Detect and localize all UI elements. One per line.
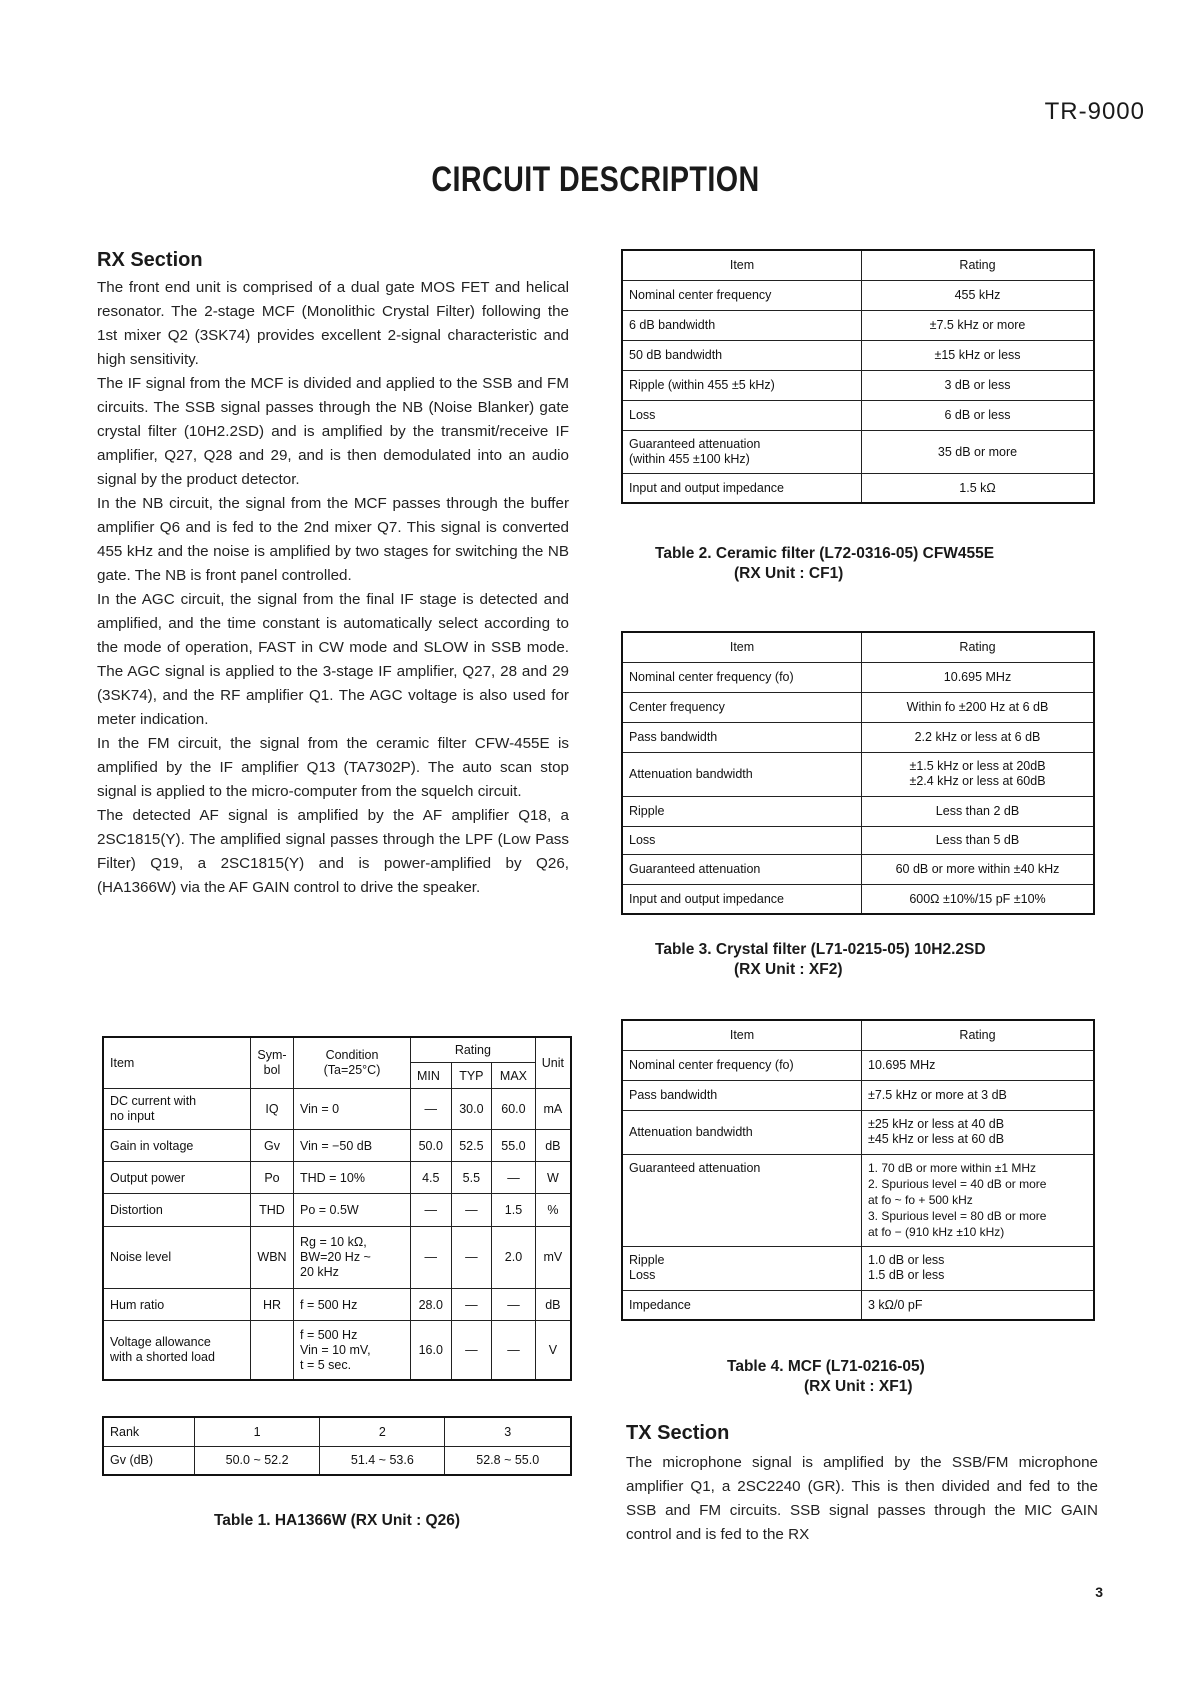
col-header-rating: Rating — [862, 1020, 1095, 1050]
table-row — [622, 722, 1094, 752]
cell-item: Output power — [103, 1162, 251, 1194]
cell-max: 60.0 — [492, 1089, 536, 1130]
table-row — [103, 1321, 571, 1380]
col-header-symbol: Sym- bol — [251, 1037, 294, 1089]
cell-condition: THD = 10% — [294, 1162, 411, 1194]
cell-symbol: WBN — [251, 1226, 294, 1288]
cell-unit: W — [535, 1162, 571, 1194]
cell-rating: 3 kΩ/0 pF — [862, 1290, 1095, 1320]
rx-paragraph: In the AGC circuit, the signal from the final IF stage is detected and amplified, and the time constant is automatically select according to the mode of operation, FAST in CW mode and SLOW in SSB mode. The AGC signal is applied to the 3-stage IF amplifier, Q27, 28 and 29 (3SK74), and the RF amplifier Q1. The AGC voltage is also used for meter indication. — [97, 591, 569, 728]
cell-typ: 52.5 — [451, 1129, 492, 1161]
table-row — [622, 340, 1094, 370]
cell-min: 16.0 — [411, 1321, 452, 1380]
cell-rating: 1.5 kΩ — [862, 473, 1095, 503]
table4-caption-unit: (RX Unit : XF1) — [804, 1378, 913, 1395]
col-header-item: Item — [622, 250, 862, 280]
table2-caption-unit: (RX Unit : CF1) — [734, 565, 844, 582]
page-title: CIRCUIT DESCRIPTION — [431, 160, 760, 199]
cell-rating: Within fo ±200 Hz at 6 dB — [862, 692, 1095, 722]
table-row — [622, 884, 1094, 914]
cell-rating: ±7.5 kHz or more at 3 dB — [862, 1080, 1095, 1110]
model-number: TR-9000 — [1044, 98, 1145, 125]
cell-item: Input and output impedance — [622, 884, 862, 914]
cell-item: Loss — [622, 826, 862, 854]
table-row — [103, 1289, 571, 1321]
table-row — [622, 796, 1094, 826]
cell-item: Loss — [622, 400, 862, 430]
cell-max: — — [492, 1289, 536, 1321]
cell-unit: dB — [535, 1129, 571, 1161]
col-header-item: Item — [103, 1037, 251, 1089]
table-row — [622, 370, 1094, 400]
cell-symbol: HR — [251, 1289, 294, 1321]
table4-caption: Table 4. MCF (L71-0216-05) — [727, 1358, 925, 1375]
cell-rating: 10.695 MHz — [862, 662, 1095, 692]
cell-item: Ripple Loss — [622, 1246, 862, 1290]
cell-item: Nominal center frequency — [622, 280, 862, 310]
rx-section-heading: RX Section — [97, 249, 203, 271]
rank-table — [102, 1416, 572, 1476]
rx-paragraph: In the NB circuit, the signal from the MCF passes through the buffer amplifier Q6 and is fed to the 2nd mixer Q7. This signal is converted 455 kHz and the noise is amplified by two stages for switching the NB gate. The NB is front panel controlled. — [97, 495, 569, 584]
cell-item: Guaranteed attenuation — [622, 1154, 862, 1246]
col-header-item: Item — [622, 632, 862, 662]
col-header-min: MIN — [411, 1063, 452, 1089]
cell-rating: Less than 5 dB — [862, 826, 1095, 854]
table-row — [103, 1194, 571, 1226]
rx-section-body — [97, 276, 569, 900]
cell-item: Noise level — [103, 1226, 251, 1288]
table3-caption: Table 3. Crystal filter (L71-0215-05) 10H2.2SD — [655, 941, 986, 958]
cell-item: DC current with no input — [103, 1089, 251, 1130]
cell-min: — — [411, 1194, 452, 1226]
cell-rating: 35 dB or more — [862, 430, 1095, 473]
cell-max: 2.0 — [492, 1226, 536, 1288]
table-row — [622, 1290, 1094, 1320]
cell-typ: 5.5 — [451, 1162, 492, 1194]
cell-condition: Rg = 10 kΩ, BW=20 Hz ~ 20 kHz — [294, 1226, 411, 1288]
mcf-table — [621, 1019, 1095, 1321]
cell-item: Hum ratio — [103, 1289, 251, 1321]
table-row — [622, 662, 1094, 692]
cell-item: Attenuation bandwidth — [622, 752, 862, 796]
cell-item: Nominal center frequency (fo) — [622, 662, 862, 692]
table-row — [622, 1154, 1094, 1246]
rank-value: 52.8 ~ 55.0 — [445, 1446, 571, 1475]
cell-item: 6 dB bandwidth — [622, 310, 862, 340]
col-header-max: MAX — [492, 1063, 536, 1089]
table1-caption: Table 1. HA1366W (RX Unit : Q26) — [213, 1512, 461, 1529]
table-row — [103, 1226, 571, 1288]
table-row — [622, 280, 1094, 310]
cell-min: 50.0 — [411, 1129, 452, 1161]
crystal-filter-table — [621, 631, 1095, 915]
col-header-rating: Rating — [862, 632, 1095, 662]
cell-typ: — — [451, 1289, 492, 1321]
cell-item: Input and output impedance — [622, 473, 862, 503]
cell-symbol: THD — [251, 1194, 294, 1226]
cell-rating: 600Ω ±10%/15 pF ±10% — [862, 884, 1095, 914]
col-header-unit: Unit — [535, 1037, 571, 1089]
table-row — [103, 1162, 571, 1194]
col-header-condition: Condition (Ta=25°C) — [294, 1037, 411, 1089]
cell-min: 4.5 — [411, 1162, 452, 1194]
table2-caption: Table 2. Ceramic filter (L72-0316-05) CFW455E — [655, 545, 995, 562]
table-row — [622, 752, 1094, 796]
cell-max: — — [492, 1162, 536, 1194]
cell-item: 50 dB bandwidth — [622, 340, 862, 370]
cell-rating: 6 dB or less — [862, 400, 1095, 430]
cell-rating: 60 dB or more within ±40 kHz — [862, 854, 1095, 884]
table-row — [103, 1089, 571, 1130]
cell-condition: f = 500 Hz — [294, 1289, 411, 1321]
rank-col: 3 — [445, 1417, 571, 1446]
rx-paragraph: The front end unit is comprised of a dual gate MOS FET and helical resonator. The 2-stage MCF (Monolithic Crystal Filter) following the 1st mixer Q2 (3SK74) provides excellent 2-signal characteristic and high sensitivity. — [97, 279, 569, 368]
amplifier-spec-table — [102, 1036, 572, 1381]
cell-typ: — — [451, 1194, 492, 1226]
cell-unit: % — [535, 1194, 571, 1226]
table3-caption-unit: (RX Unit : XF2) — [734, 961, 843, 978]
col-header-rating: Rating — [411, 1037, 536, 1063]
cell-condition: Vin = −50 dB — [294, 1129, 411, 1161]
table-row — [622, 310, 1094, 340]
cell-item: Pass bandwidth — [622, 722, 862, 752]
table-row — [622, 1246, 1094, 1290]
cell-rating: 3 dB or less — [862, 370, 1095, 400]
cell-rating: ±7.5 kHz or more — [862, 310, 1095, 340]
cell-symbol — [251, 1321, 294, 1380]
ceramic-filter-table — [621, 249, 1095, 504]
cell-max: — — [492, 1321, 536, 1380]
cell-min: — — [411, 1089, 452, 1130]
cell-typ: — — [451, 1226, 492, 1288]
cell-item: Attenuation bandwidth — [622, 1110, 862, 1154]
rank-value: 50.0 ~ 52.2 — [195, 1446, 320, 1475]
cell-item: Voltage allowance with a shorted load — [103, 1321, 251, 1380]
cell-item: Gain in voltage — [103, 1129, 251, 1161]
cell-symbol: Po — [251, 1162, 294, 1194]
cell-rating: ±1.5 kHz or less at 20dB ±2.4 kHz or less at 60dB — [862, 752, 1095, 796]
rank-row-label: Gv (dB) — [103, 1446, 195, 1475]
cell-item: Distortion — [103, 1194, 251, 1226]
tx-section-body: The microphone signal is amplified by the SSB/FM microphone amplifier Q1, a 2SC2240 (GR). This is then divided and fed to the SSB and FM circuits. SSB signal passes through the MIC GAIN control and is fed to the RX — [626, 1454, 1098, 1543]
col-header-item: Item — [622, 1020, 862, 1050]
cell-rating: Less than 2 dB — [862, 796, 1095, 826]
cell-item: Pass bandwidth — [622, 1080, 862, 1110]
tx-section-heading: TX Section — [626, 1422, 730, 1444]
cell-min: 28.0 — [411, 1289, 452, 1321]
cell-item: Ripple — [622, 796, 862, 826]
cell-max: 1.5 — [492, 1194, 536, 1226]
col-header-rating: Rating — [862, 250, 1095, 280]
cell-item: Guaranteed attenuation — [622, 854, 862, 884]
table-row — [622, 430, 1094, 473]
cell-rating: 10.695 MHz — [862, 1050, 1095, 1080]
cell-unit: V — [535, 1321, 571, 1380]
table-row — [622, 826, 1094, 854]
table-row — [622, 473, 1094, 503]
table-row — [622, 854, 1094, 884]
cell-rating: 455 kHz — [862, 280, 1095, 310]
table-row — [622, 1050, 1094, 1080]
cell-item: Impedance — [622, 1290, 862, 1320]
cell-item: Guaranteed attenuation (within 455 ±100 kHz) — [622, 430, 862, 473]
cell-condition: f = 500 Hz Vin = 10 mV, t = 5 sec. — [294, 1321, 411, 1380]
cell-rating: ±15 kHz or less — [862, 340, 1095, 370]
cell-condition: Vin = 0 — [294, 1089, 411, 1130]
table-row — [622, 692, 1094, 722]
rank-col: 1 — [195, 1417, 320, 1446]
cell-typ: 30.0 — [451, 1089, 492, 1130]
cell-item: Ripple (within 455 ±5 kHz) — [622, 370, 862, 400]
cell-rating: 1.0 dB or less 1.5 dB or less — [862, 1246, 1095, 1290]
page-number: 3 — [1095, 1584, 1103, 1600]
cell-rating: 1. 70 dB or more within ±1 MHz 2. Spurious level = 40 dB or more at fo ~ fo + 500 kHz 3. Spurious level = 80 dB or more at fo − (910 kHz ±10 kHz) — [862, 1154, 1095, 1246]
rank-col: 2 — [320, 1417, 445, 1446]
table-row — [622, 1110, 1094, 1154]
cell-typ: — — [451, 1321, 492, 1380]
cell-max: 55.0 — [492, 1129, 536, 1161]
rank-label: Rank — [103, 1417, 195, 1446]
table-row — [622, 400, 1094, 430]
cell-rating: 2.2 kHz or less at 6 dB — [862, 722, 1095, 752]
cell-condition: Po = 0.5W — [294, 1194, 411, 1226]
rx-paragraph: In the FM circuit, the signal from the ceramic filter CFW-455E is amplified by the IF amplifier Q13 (TA7302P). The auto scan stop signal is applied to the micro-computer from the squelch circuit. — [97, 735, 569, 800]
cell-unit: dB — [535, 1289, 571, 1321]
cell-symbol: IQ — [251, 1089, 294, 1130]
cell-symbol: Gv — [251, 1129, 294, 1161]
cell-item: Nominal center frequency (fo) — [622, 1050, 862, 1080]
cell-rating: ±25 kHz or less at 40 dB ±45 kHz or less at 60 dB — [862, 1110, 1095, 1154]
cell-unit: mV — [535, 1226, 571, 1288]
rx-paragraph: The detected AF signal is amplified by the AF amplifier Q18, a 2SC1815(Y). The amplified signal passes through the LPF (Low Pass Filter) Q19, a 2SC1815(Y) and is power-amplified by Q26, (HA1366W) via the AF GAIN control to drive the speaker. — [97, 807, 569, 896]
table-row — [103, 1129, 571, 1161]
rx-paragraph: The IF signal from the MCF is divided and applied to the SSB and FM circuits. The SSB signal passes through the NB (Noise Blanker) gate crystal filter (10H2.2SD) and is amplified by the transmit/receive IF amplifier, Q27, Q28 and 29, and is then demodulated into an audio signal by the product detector. — [97, 375, 569, 488]
cell-min: — — [411, 1226, 452, 1288]
cell-unit: mA — [535, 1089, 571, 1130]
rank-value: 51.4 ~ 53.6 — [320, 1446, 445, 1475]
cell-item: Center frequency — [622, 692, 862, 722]
table-row — [622, 1080, 1094, 1110]
col-header-typ: TYP — [451, 1063, 492, 1089]
